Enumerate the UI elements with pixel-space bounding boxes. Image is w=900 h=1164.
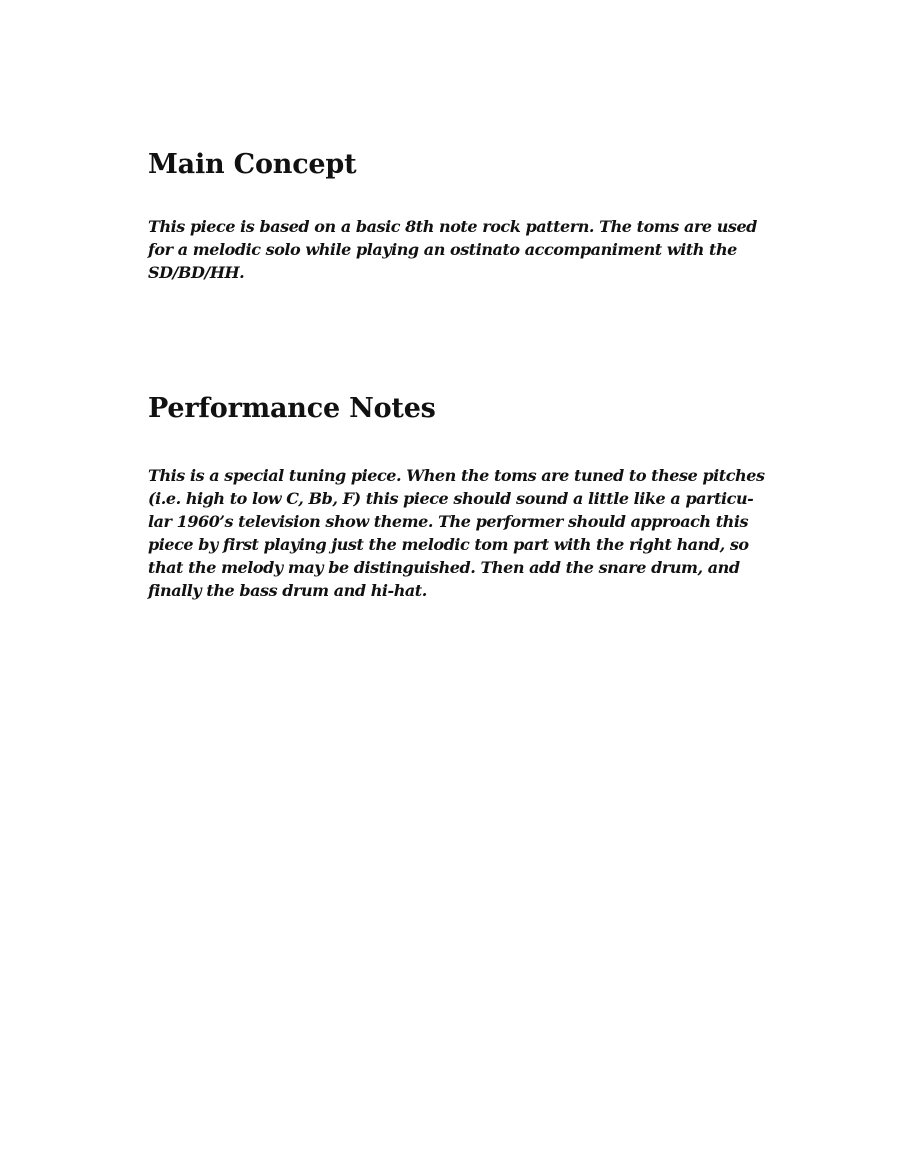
paragraph-line: This is a special tuning piece. When the toms are tuned to these pitches: [148, 466, 765, 485]
paragraph-line: that the melody may be distinguished. Then add the snare drum, and: [148, 558, 740, 577]
paragraph-line: SD/BD/HH.: [148, 263, 245, 282]
performance-notes-paragraph: [148, 464, 765, 602]
paragraph-line: finally the bass drum and hi-hat.: [148, 581, 427, 600]
paragraph-line: piece by first playing just the melodic tom part with the right hand, so: [148, 535, 749, 554]
main-concept-paragraph: [148, 215, 758, 284]
paragraph-line: This piece is based on a basic 8th note rock pattern. The toms are used: [148, 217, 757, 236]
performance-notes-heading: Performance Notes: [148, 393, 436, 424]
main-concept-heading: Main Concept: [148, 149, 357, 180]
paragraph-line: for a melodic solo while playing an ostinato accompaniment with the: [148, 240, 737, 259]
paragraph-line: lar 1960’s television show theme. The performer should approach this: [148, 512, 749, 531]
paragraph-line: (i.e. high to low C, Bb, F) this piece should sound a little like a particu-: [148, 489, 754, 508]
